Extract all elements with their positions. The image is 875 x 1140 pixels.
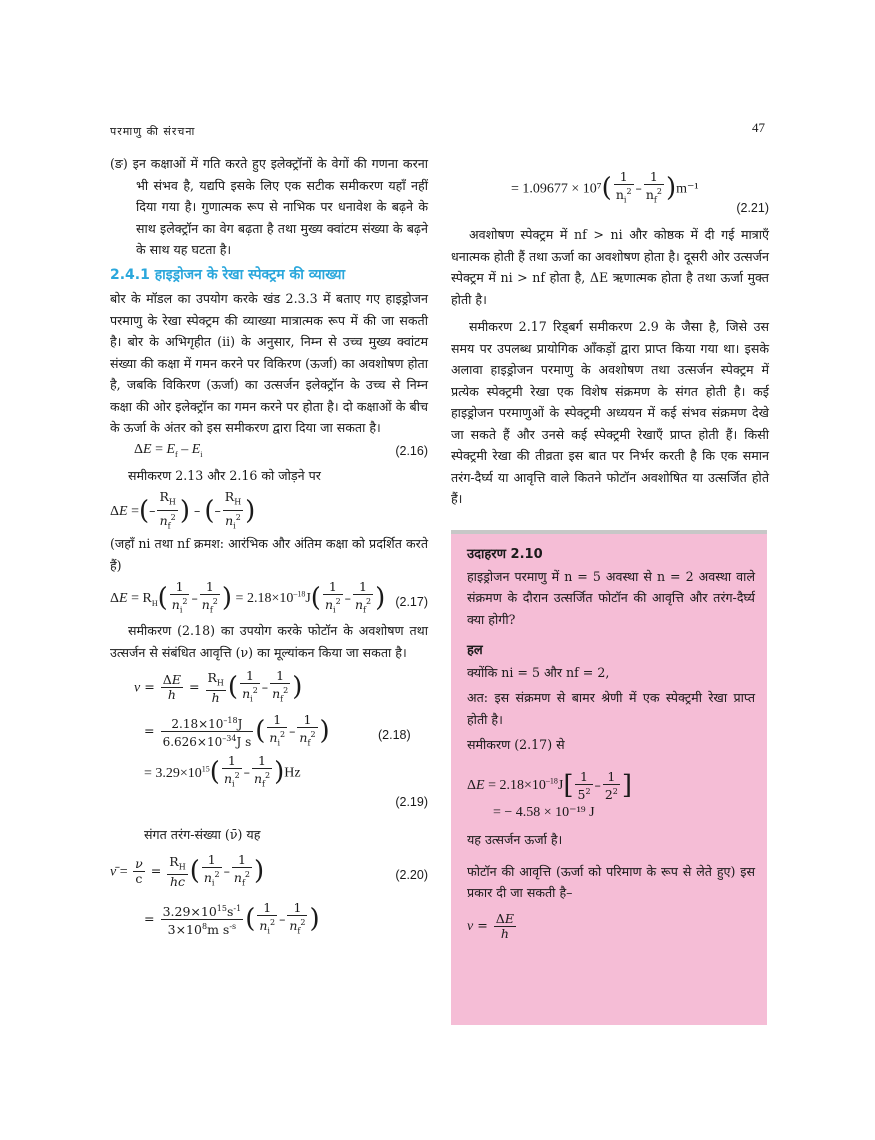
solution-line: क्योंकि ni = 5 और nf = 2, (467, 664, 610, 680)
equation-2-17: $\Delta E = R_H$( $\frac{1}{n_i^2}$ – $\frac{1}{n_f^2}$ ) = $2.18\times 10^{-18}J$( $\frac{1}{n_i^2}$ – $\frac{1}{n_f^2}$ ) (2.17) (110, 579, 428, 615)
example-title: उदाहरण 2.10 (467, 547, 543, 562)
paragraph: संगत तरंग-संख्या (ν̄) यह (144, 826, 261, 842)
equation-number: (2.17) (395, 595, 428, 610)
equation-number: (2.18) (378, 727, 411, 742)
paragraph: समीकरण (2.18) का उपयोग करके फोटॉन के अवशोषण तथा उत्सर्जन से संबंधित आवृत्ति (ν) का मूल्यांकन किया जा सकता है। (110, 623, 428, 660)
example-box (451, 530, 767, 1025)
section-title: 2.4.1 हाइड्रोजन के रेखा स्पेक्ट्रम की व्याख्या (110, 266, 346, 283)
equation-number: (2.19) (395, 795, 428, 810)
equation-wavenumber: = $\frac{3.29\times 10^{15}s^{-1}}{3\times 10^8m s^{-s}}$ ( $\frac{1}{n_i^2}$ – $\frac{1}{n_f^2}$ ) (144, 899, 320, 938)
equation-2-20: ν̄ = $\frac{\nu}{c}$ = $\frac{R_H}{hc}$ ( $\frac{1}{n_i^2}$ – $\frac{1}{n_f^2}$ ) (2.20) (110, 852, 428, 890)
paragraph: समीकरण 2.13 और 2.16 को जोड़ने पर (128, 467, 321, 483)
equation-frequency: ν = $\frac{\Delta E}{h}$ = $\frac{R_H}{h}$ ( $\frac{1}{n_i^2}$ – $\frac{1}{n_f^2}$ ) (134, 668, 303, 706)
solution-line: फोटॉन की आवृत्ति (ऊर्जा को परिमाण के रूप से लेते हुए) इस प्रकार दी जा सकती है– (467, 863, 755, 901)
right-column (451, 170, 769, 510)
paragraph: बोर के मॉडल का उपयोग करके खंड 2.3.3 में बताए गए हाइड्रोजन परमाणु के रेखा स्पेक्ट्रम की व्याख्या मात्रात्मक रूप में की जा सकती है। बोर के अभिगृहीत (ii) के अनुसार, निम्न से उच्च मुख्य क्वांटम संख्या की कक्षा में गमन करने पर विकिरण (ऊर्जा) का अवशोषण होता है, जबकि विकिरण (ऊर्जा) का उत्सर्जन इलेक्ट्रॉन के उच्च से निम्न कक्षा की ओर इलेक्ट्रॉन का गमन करने पर होता है। दो कक्षाओं के बीच के ऊर्जा के अंतर को इस समीकरण द्वारा दिया जा सकता है। (110, 291, 428, 435)
equation-combined: ΔE =(– $\frac{R_H}{n_f^2}$ ) – (– $\frac{R_H}{n_i^2}$ ) (110, 489, 256, 531)
solution-label: हल (467, 643, 483, 658)
equation-2-21: = 1.09677 × 10⁷( $\frac{1}{n_i^2}$ – $\frac{1}{n_f^2}$ )m⁻¹ (2.21) (451, 170, 769, 220)
list-item (110, 153, 428, 261)
paragraph: समीकरण 2.17 रिड्बर्ग समीकरण 2.9 के जैसा है, जिसे उस समय पर उपलब्ध प्रायोगिक आँकड़ों द्वारा प्राप्त किया गया था। इसके अलावा हाइड्रोजन परमाणु के अवशोषण तथा उत्सर्जन स्पेक्ट्रम में प्रत्येक स्पेक्ट्रमी रेखा एक विशेष संक्रमण के संगत होती है। कई हाइड्रोजन परमाणुओं के स्पेक्ट्रमी अध्ययन में कई संभव संक्रमण देखे जा सकते हैं और उनसे कई स्पेक्ट्रमी रेखाएँ प्राप्त होती हैं। किसी स्पेक्ट्रमी रेखा की तीव्रता इस बात पर निर्भर करती है कि एक समान तरंग-दैर्घ्य या आवृत्ति वाले कितने फोटॉन अवशोषित या उत्सर्जित होते हैं। (451, 319, 769, 506)
rydberg-unit: m⁻¹ (676, 181, 699, 197)
equation-number: (2.21) (736, 201, 769, 215)
solution-line: अत: इस संक्रमण से बामर श्रेणी में एक स्पेक्ट्रमी रेखा प्राप्त होती है। (467, 690, 755, 727)
equation-2-16: $\Delta E = E_f - E_i$ (2.16) (110, 439, 428, 465)
rydberg-value: = 1.09677 × 10⁷ (511, 181, 602, 197)
equation-number: (2.16) (395, 443, 428, 458)
example-frequency-eq: ν = $\frac{\Delta E}{h}$ (467, 910, 514, 941)
example-result: = − 4.58 × 10⁻¹⁹ J (493, 804, 595, 820)
item-label: (ङ) (110, 156, 128, 171)
example-question: हाइड्रोजन परमाणु में n = 5 अवस्था से n = 2 अवस्था वाले संक्रमण के दौरान उत्सर्जित फोटॉन की आवृत्ति और तरंग-दैर्घ्य क्या होगी? (467, 568, 755, 627)
paragraph: अवशोषण स्पेक्ट्रम में nf > ni और कोष्ठक में दी गई मात्राएँ धनात्मक होती हैं तथा ऊर्जा का अवशोषण होता है। दूसरी ओर उत्सर्जन स्पेक्ट्रम में ni > nf होता है, ΔE ऋणात्मक होता है तथा ऊर्जा मुक्त होती है। (451, 227, 769, 307)
solution-line: यह उत्सर्जन ऊर्जा है। (467, 832, 563, 848)
equation-2-18: = $\frac{2.18\times 10^{-18}J}{6.626\times 10^{-34}J s}$ ( $\frac{1}{n_i^2}$ – $\frac{1}{n_f^2}$ ) (2.18) (144, 711, 411, 750)
equation-hz: = $3.29\times 10^{15}$( $\frac{1}{n_i^2}$ – $\frac{1}{n_f^2}$ )Hz (144, 753, 301, 790)
paragraph: (जहाँ ni तथा nf क्रमश: आरंभिक और अंतिम कक्षा को प्रदर्शित करते हैं) (110, 536, 428, 573)
page-number: 47 (752, 120, 765, 135)
running-header: परमाणु की संरचना (110, 125, 196, 138)
item-text: इन कक्षाओं में गति करते हुए इलेक्ट्रॉनों के वेगों की गणना करना भी संभव है, यद्यपि इसके लिए एक सटीक समीकरण यहाँ नहीं दिया गया है। गुणात्मक रूप से नाभिक पर धनावेश के बढ़ने के साथ इलेक्ट्रॉन का वेग बढ़ता है तथा मुख्य क्वांटम संख्या के बढ़ने के साथ यह घटता है। (132, 156, 428, 257)
solution-line: समीकरण (2.17) से (467, 737, 565, 752)
left-column (110, 153, 428, 938)
equation-number: (2.20) (395, 868, 428, 883)
example-equation: $\Delta E = 2.18\times 10^{-18}J$[ $\frac{1}{5^2}$ – $\frac{1}{2^2}$ ] (467, 768, 633, 802)
